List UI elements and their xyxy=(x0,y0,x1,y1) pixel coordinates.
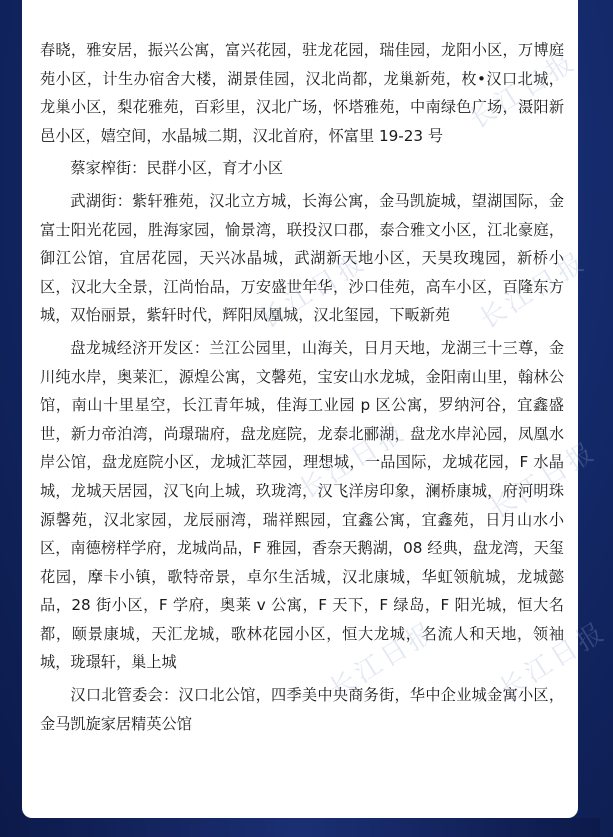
watermark: 长江日报 xyxy=(494,616,613,706)
paragraph-wuhu-street: 武湖街：紫轩雅苑，汉北立方城，长海公寓，金马凯旋城，望湖国际，金富士阳光花园，胜海家园，愉景湾，联投汉口郡，泰合雅文小区，江北豪庭，御江公馆，宜居花园，天兴冰晶城，武湖新天地小区，天昊玫瑰园，新桥小区，汉北大全景，江尚怡品，万安盛世年华，沙口佳苑，高车小区，百隆东方城，双怡丽景，紫轩时代，辉阳凤凰城，汉北玺园，下畈新苑 xyxy=(40,191,564,325)
paragraph-caijiazha-street: 蔡家榨街：民群小区，育才小区 xyxy=(70,159,284,178)
watermark: 长江日报 xyxy=(254,246,373,336)
watermark: 长江日报 xyxy=(324,616,443,706)
watermark: 长江日报 xyxy=(484,436,603,526)
watermark: 长江日报 xyxy=(294,416,413,506)
background-bottom-band xyxy=(0,818,600,837)
paragraph-hankoubei-committee: 汉口北管委会：汉口北公馆，四季美中央商务街，华中企业城金寓小区，金马凯旋家居精英公馆 xyxy=(40,686,564,733)
paragraph-panlongcheng-zone: 盘龙城经济开发区：兰江公园里，山海关，日月天地，龙湖三十三尊，金川纯水岸，奥莱汇，源煌公寓，文馨苑，宝安山水龙城，金阳南山里，翰林公馆，南山十里星空，长江青年城，佳海工业园 p 区公寓，罗纳河谷，宜鑫盛世，新力帝泊湾，尚璟瑞府，盘龙庭院，龙泰北郦湖，盘龙水岸沁园，凤凰水岸公馆，盘龙庭院小区，龙城汇萃园，理想城，一品国际，龙城花园，F 水晶城，龙城天居园，汉飞向上城，玖珑湾，汉飞洋房印象，澜桥康城，府河明珠源馨苑，汉北家园，龙辰丽湾，瑞祥熙园，宜鑫公寓，宜鑫苑，日月山水小区，南德榜样学府，龙城尚品，F 雅园，香奈天鹅湖，08 经典，盘龙湾，天玺花园，摩卡小镇，歌特帝景，卓尔生活城，汉北康城，华虹领航城，龙城懿品，28 街小区，F 学府，奥莱 v 公寓，F 天下，F 绿岛，F 阳光城，恒大名都，颐景康城，天汇龙城，歌林花园小区，恒大龙城，名流人和天地，领袖城，珑璟轩，巢上城 xyxy=(40,338,564,672)
watermark: 长江日报 xyxy=(474,246,593,336)
watermark: 长江日报 xyxy=(464,46,583,136)
paragraph-residential-list: 春晓，雅安居，振兴公寓，富兴花园，驻龙花园，瑞佳园，龙阳小区，万博庭苑小区，计生办宿舍大楼，湖景佳园，汉北尚都，龙巢新苑，枚•汉口北城，龙巢小区，梨花雅苑，百彩里，汉北广场，怀塔雅苑，中南绿色广场，滠阳新邑小区，嬉空间，水晶城二期，汉北首府，怀富里 19-23 号 xyxy=(40,41,564,145)
document-page xyxy=(22,0,613,818)
